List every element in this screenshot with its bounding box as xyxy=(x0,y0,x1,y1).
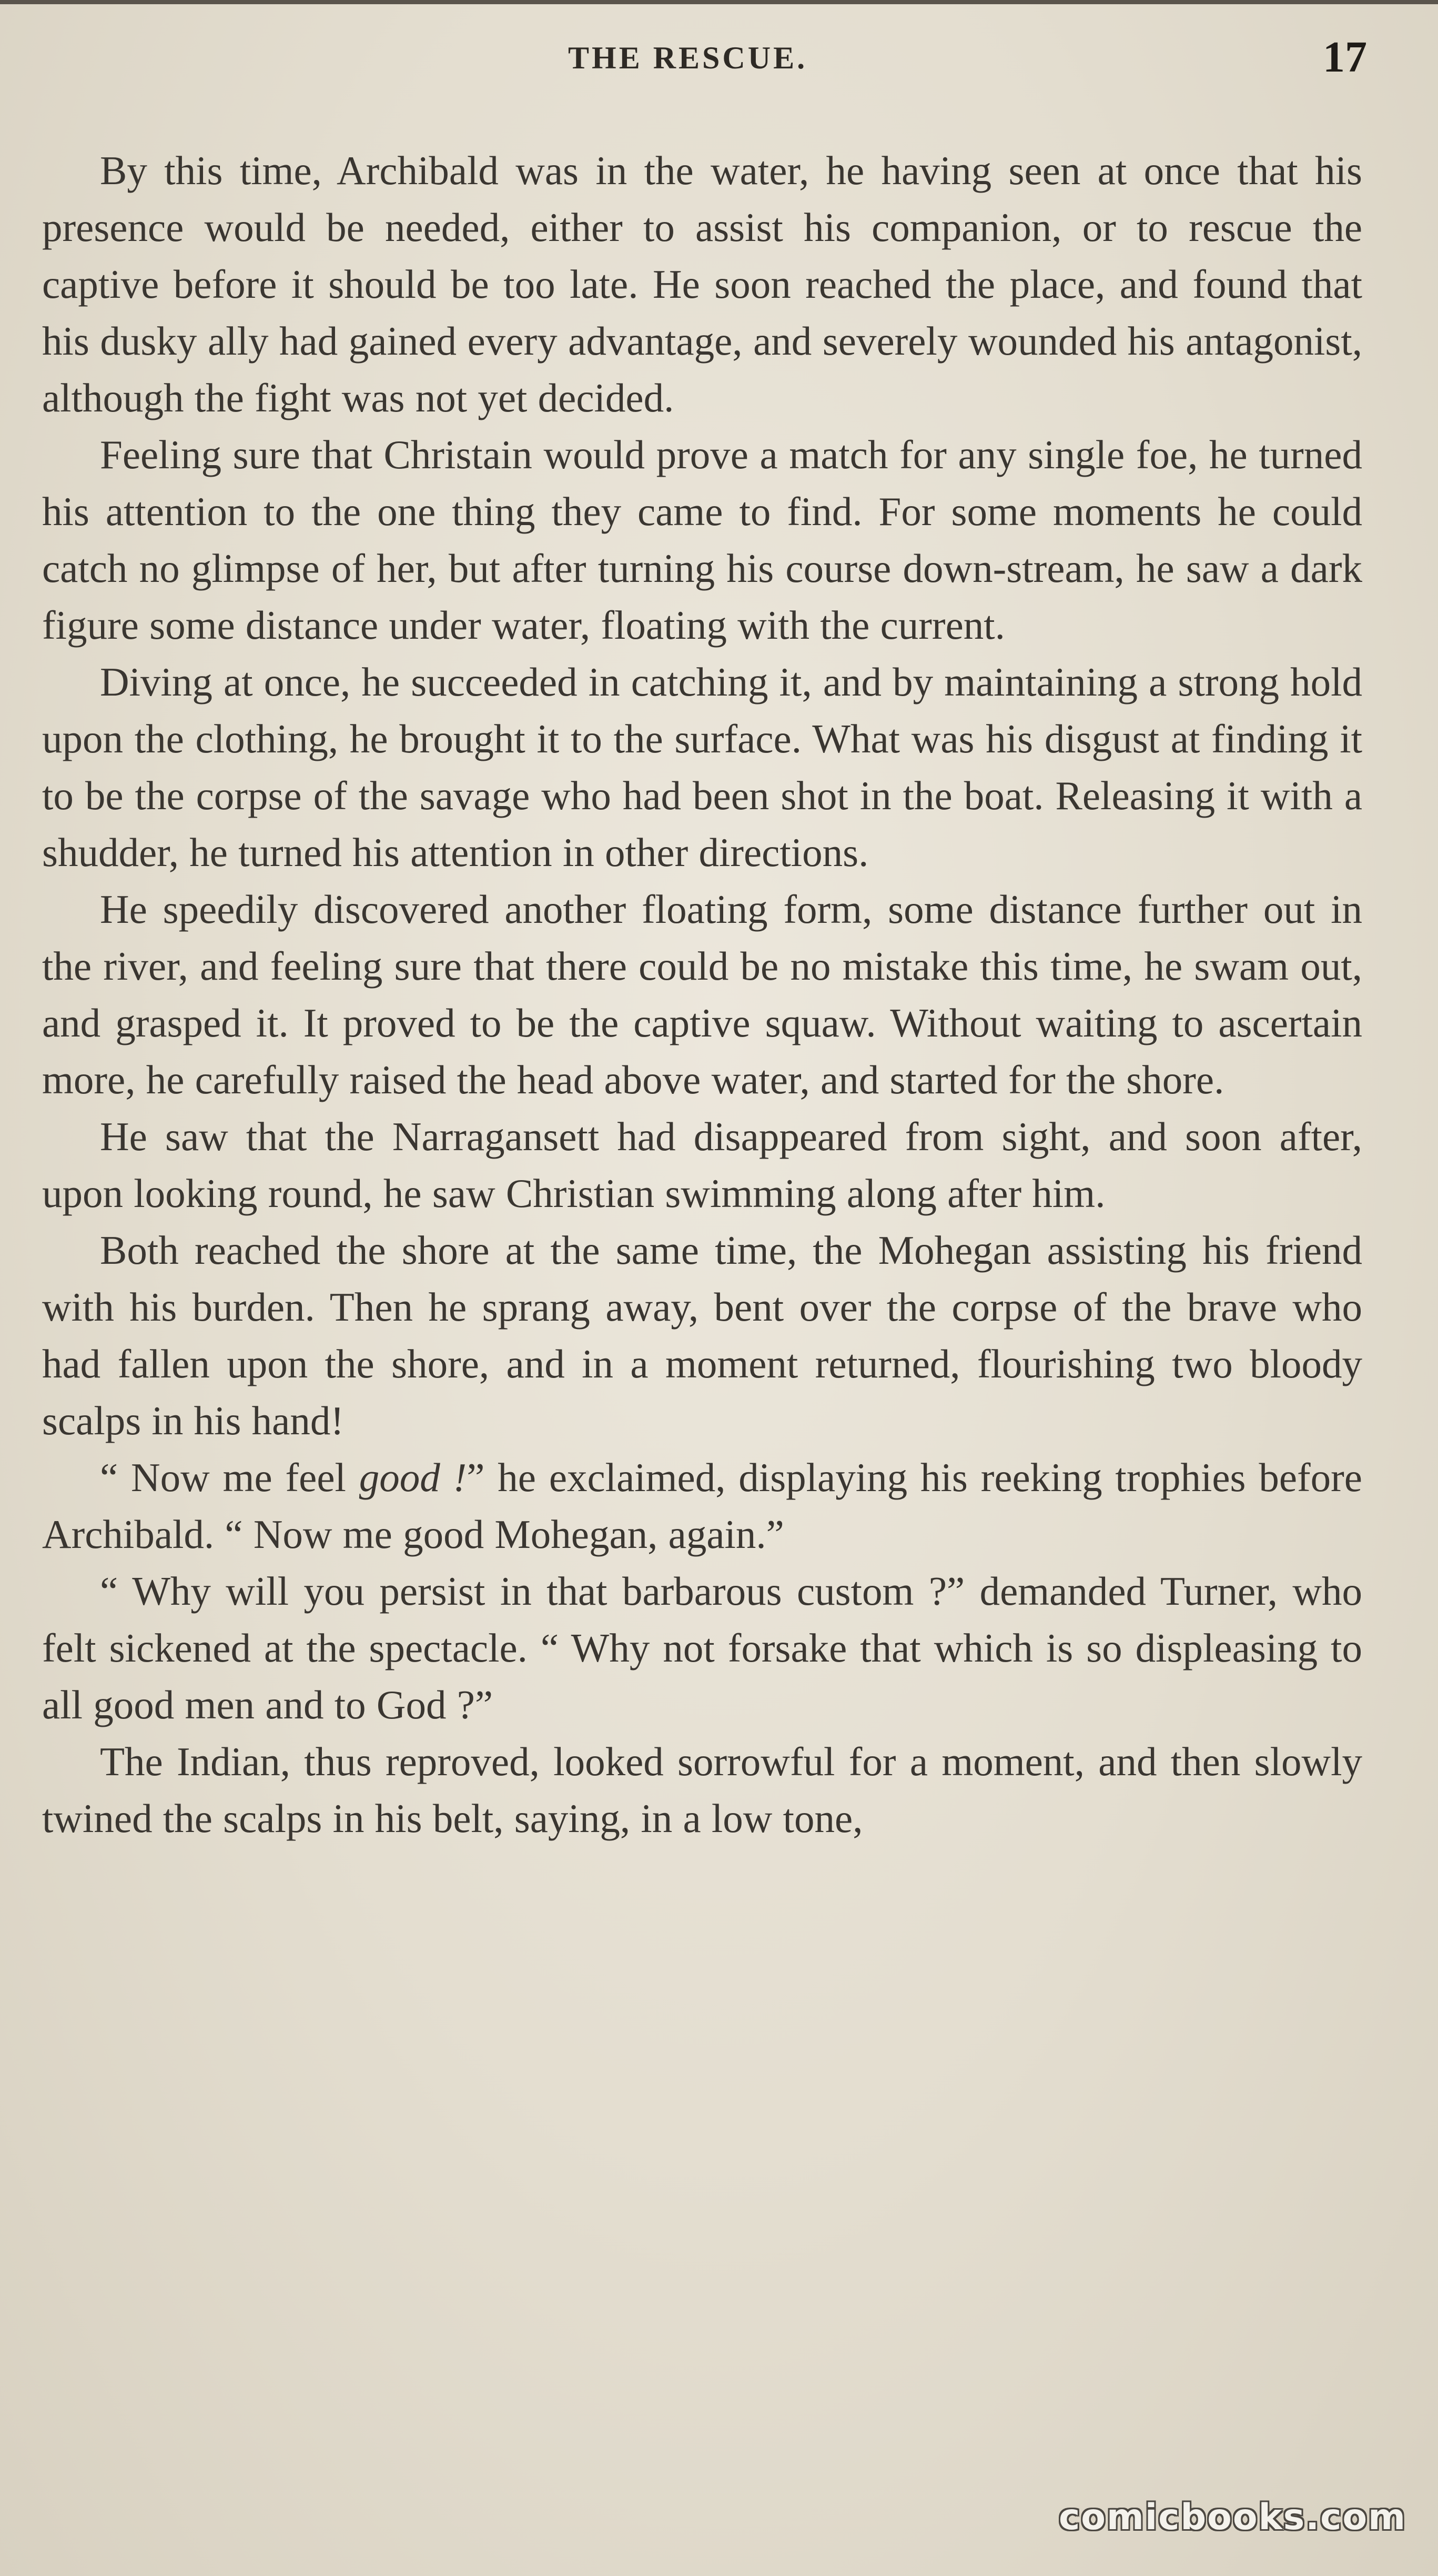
paragraph xyxy=(42,881,1362,1108)
paragraph xyxy=(42,142,1362,426)
running-title: THE RESCUE. xyxy=(568,41,808,75)
paragraph xyxy=(42,1222,1362,1449)
watermark: comicbooks.com xyxy=(1058,2497,1406,2538)
paragraph-text: By this time, Archibald was in the water, he having seen at once that his presence would be needed, either to assist his companion, or to rescue the captive before it should be too late. He soon reached the place, and found that his dusky ally had gained every advantage, and severely wounded his antagonist, although the fight was not yet decided. xyxy=(42,148,1362,420)
page-number: 17 xyxy=(1323,33,1367,82)
paragraph xyxy=(42,1108,1362,1222)
paragraph-text: He saw that the Narragansett had disappeared from sight, and soon after, upon looking round, he saw Christian swimming along after him. xyxy=(42,1114,1362,1216)
paragraph-text: He speedily discovered another floating form, some distance further out in the river, and feeling sure that there could be no mistake this time, he swam out, and grasped it. It proved to be the captive squaw. Without waiting to ascertain more, he carefully raised the head above water, and started for the shore. xyxy=(42,887,1362,1102)
paragraph-text: Diving at once, he succeeded in catching it, and by maintaining a strong hold upon the clothing, he brought it to the surface. What was his disgust at finding it to be the corpse of the savage who had been shot in the boat. Releasing it with a shudder, he turned his attention in other directions. xyxy=(42,659,1362,875)
paragraph xyxy=(42,1733,1362,1847)
paragraph xyxy=(42,1563,1362,1733)
paragraph xyxy=(42,1449,1362,1563)
paragraph xyxy=(42,426,1362,653)
emphasized-text: good ! xyxy=(359,1455,467,1500)
paragraph-text: Both reached the shore at the same time, the Mohegan assisting his friend with his burden. Then he sprang away, bent over the corpse of the brave who had fallen upon the shore, and in a moment returned, flourishing two bloody scalps in his hand! xyxy=(42,1227,1362,1443)
running-head xyxy=(0,35,1438,82)
paragraph-text: “ Why will you persist in that barbarous custom ?” demanded Turner, who felt sickened at the spectacle. “ Why not forsake that which is so displeasing to all good men and to God ?” xyxy=(42,1568,1362,1727)
paragraph-text: The Indian, thus reproved, looked sorrowful for a moment, and then slowly twined the scalps in his belt, saying, in a low tone, xyxy=(42,1739,1362,1841)
paragraph-text: “ Now me feel xyxy=(100,1455,359,1500)
paragraph xyxy=(42,653,1362,881)
body-text xyxy=(42,142,1362,1847)
paragraph-text: ” he exclaimed, displaying his reeking trophies before Archibald. “ Now me good Mohegan, again.” xyxy=(42,1455,1362,1557)
paragraph-text: Feeling sure that Christain would prove a match for any single foe, he turned his attention to the one thing they came to find. For some moments he could catch no glimpse of her, but after turning his course down-stream, he saw a dark figure some distance under water, floating with the current. xyxy=(42,432,1362,648)
